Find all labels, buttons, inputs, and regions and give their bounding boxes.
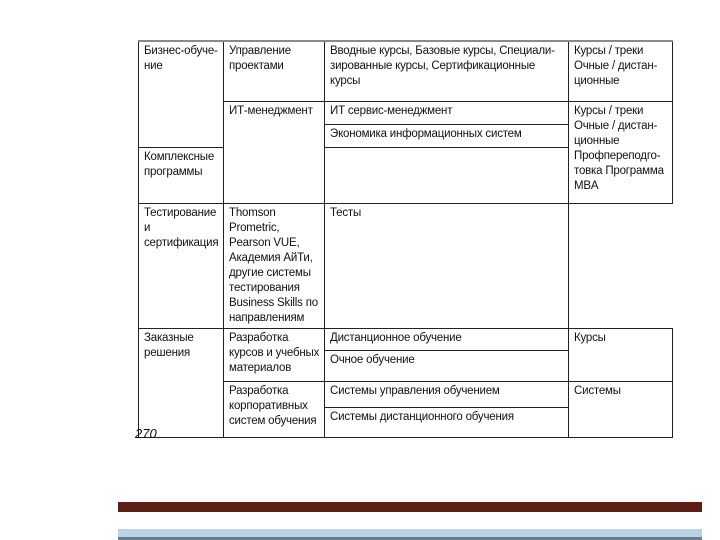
products-label: Вводные курсы, Базовые курсы, Специали-зированные курсы, Сертификационные курсы	[330, 45, 555, 87]
category-cell-custom	[139, 328, 224, 437]
format-cell	[325, 203, 569, 328]
products-label: Экономика информационных систем	[330, 127, 522, 140]
table-row	[139, 41, 673, 101]
page-number: 270	[135, 426, 157, 441]
direction-label: Разработка курсов и учебных материалов	[229, 331, 320, 374]
products-label: Системы дистанционного обучения	[330, 410, 514, 423]
direction-label: Тестирование и сертификация	[144, 206, 219, 249]
format-label: Курсы	[574, 331, 606, 344]
footer-strip	[118, 529, 702, 537]
format-cell	[569, 381, 673, 437]
category-cell-business	[139, 41, 224, 147]
products-label: Системы управления обучением	[330, 384, 500, 397]
products-label: ИТ сервис-менеджмент	[330, 104, 453, 117]
format-cell	[569, 328, 673, 381]
format-cell	[569, 41, 673, 101]
training-table	[138, 40, 673, 438]
footer-bar	[118, 502, 702, 512]
category-label: Заказные решения	[144, 331, 194, 359]
products-cell	[139, 147, 224, 203]
products-label: Thomson Prometric, Pearson VUE, Академия АйТи, другие системы тестирования Business Skills по направлениям	[229, 206, 318, 324]
direction-cell	[224, 41, 325, 101]
products-cell	[224, 203, 325, 328]
products-cell	[325, 124, 569, 147]
products-cell	[325, 381, 569, 407]
format-label: Системы	[574, 384, 621, 397]
direction-label: Управление проектами	[229, 45, 291, 72]
direction-cell	[224, 101, 325, 203]
products-label: Комплексные программы	[144, 150, 215, 178]
products-label: Очное обучение	[330, 353, 415, 366]
direction-cell	[139, 203, 224, 328]
products-cell	[325, 407, 569, 437]
direction-cell	[224, 381, 325, 437]
format-cell	[569, 101, 673, 203]
direction-label: Разработка корпоративных систем обучения	[229, 384, 317, 427]
format-label: Тесты	[330, 206, 362, 219]
table-row	[139, 203, 673, 328]
products-cell	[325, 328, 569, 350]
direction-cell	[224, 328, 325, 381]
format-label: Курсы / треки Очные / дистан-ционные	[574, 45, 658, 87]
products-cell	[325, 101, 569, 124]
format-label: Курсы / треки Очные / дистан-ционные Профпереподго-товка Программа MBA	[574, 104, 664, 192]
products-label: Дистанционное обучение	[330, 331, 462, 344]
products-cell	[325, 350, 569, 381]
category-label: Бизнес-обуче-ние	[144, 45, 218, 72]
products-cell	[325, 41, 569, 101]
table-row	[139, 328, 673, 350]
direction-label: ИТ-менеджмент	[229, 104, 313, 117]
